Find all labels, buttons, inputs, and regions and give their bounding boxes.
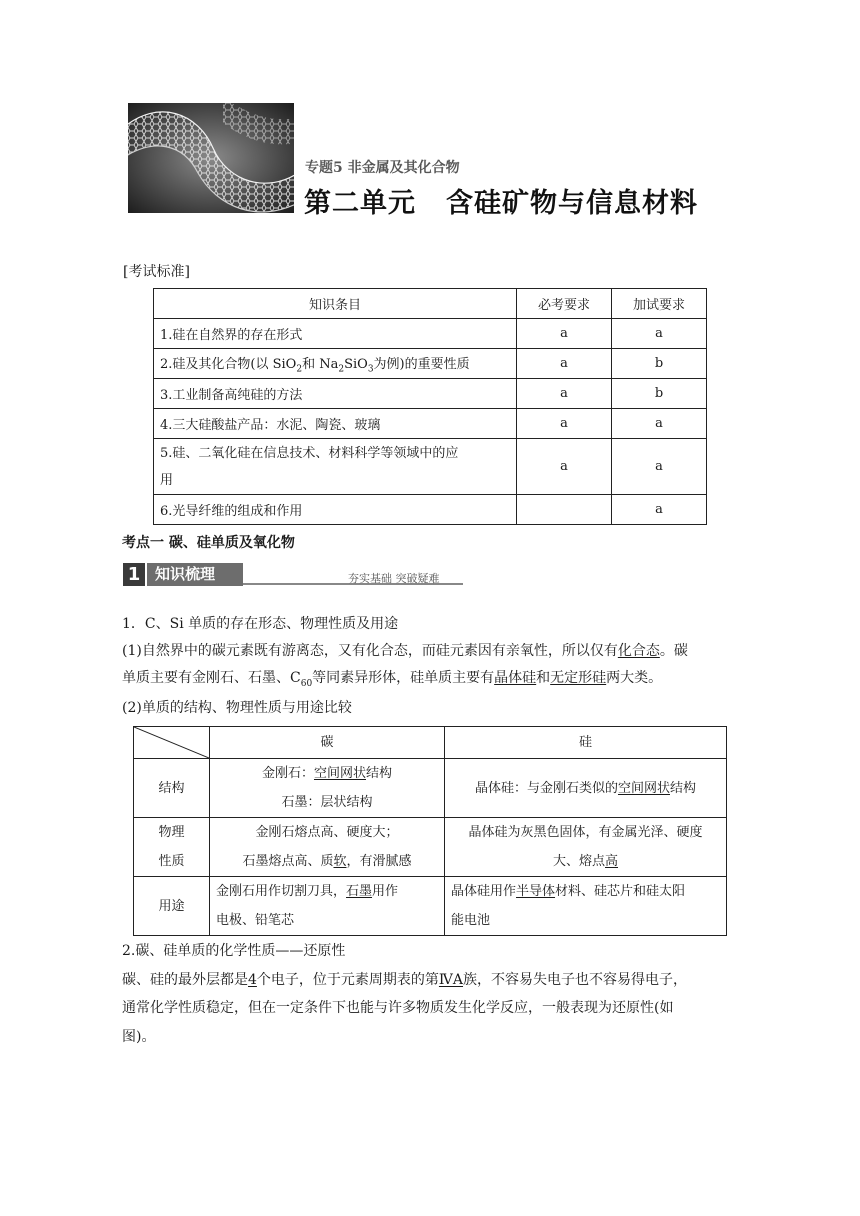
extra-cell: b: [612, 379, 707, 409]
paragraph-3a: 碳、硅的最外层都是4个电子，位于元素周期表的第ⅣA族，不容易失电子也不容易得电子，: [122, 972, 688, 988]
nanotube-banner-image: [128, 103, 294, 213]
diagonal-corner-cell: [134, 727, 210, 759]
item-cell: 3.工业制备高纯硅的方法: [154, 379, 517, 409]
header-item: 知识条目: [154, 289, 517, 319]
paragraph-3b: 通常化学性质稳定，但在一定条件下也能与许多物质发生化学反应，一般表现为还原性(如: [122, 1000, 674, 1016]
table-header-row: [134, 727, 727, 759]
extra-cell: a: [612, 439, 707, 495]
silicon-cell: 晶体硅为灰黑色固体，有金属光泽、硬度 大、熔点高: [445, 818, 727, 877]
item-cell: 6.光导纤维的组成和作用: [154, 495, 517, 525]
table-row: [154, 319, 707, 349]
table-row: [134, 877, 727, 936]
required-cell: a: [517, 439, 612, 495]
badge-number: 1: [123, 563, 145, 586]
comparison-table: [133, 726, 727, 936]
required-cell: a: [517, 319, 612, 349]
header-carbon: 碳: [210, 727, 445, 759]
required-cell: [517, 495, 612, 525]
exam-standard-table: [153, 288, 707, 525]
table-header-row: [154, 289, 707, 319]
carbon-cell: 金刚石用作切割刀具，石墨用作 电极、铅笔芯: [210, 877, 445, 936]
row-label: 用途: [134, 877, 210, 936]
silicon-cell: 晶体硅用作半导体材料、硅芯片和硅太阳 能电池: [445, 877, 727, 936]
item-cell: 2.硅及其化合物(以 SiO$_2$和 $Na_2SiO_3$为例)的重要性质: [154, 349, 517, 379]
header-silicon: 硅: [445, 727, 727, 759]
required-cell: a: [517, 409, 612, 439]
extra-cell: b: [612, 349, 707, 379]
unit-name: 含硅矿物与信息材料: [446, 188, 698, 219]
heading-1: 1．C、Si 单质的存在形态、物理性质及用途: [122, 616, 399, 632]
table-row: [154, 349, 707, 379]
item-cell: 1.硅在自然界的存在形式: [154, 319, 517, 349]
row-label: 物理 性质: [134, 818, 210, 877]
table-row: [134, 818, 727, 877]
unit-label: 第二单元: [304, 188, 416, 219]
table-row: [154, 439, 707, 495]
carbon-cell: 金刚石：空间网状结构 石墨：层状结构: [210, 759, 445, 818]
section-heading: 考点一 碳、硅单质及氧化物: [122, 535, 295, 551]
paragraph-1b: 单质主要有金刚石、石墨、$C_{60}$等同素异形体，硅单质主要有晶体硅和无定形硅两大类。: [122, 670, 663, 689]
header-required: 必考要求: [517, 289, 612, 319]
paragraph-3c: 图)。: [122, 1029, 156, 1045]
topic-label: 专题5 非金属及其化合物: [305, 160, 460, 176]
heading-3: 2.碳、硅单质的化学性质——还原性: [122, 943, 346, 959]
badge-subtitle: 夯实基础 突破疑难: [348, 572, 440, 585]
item-cell: 4.三大硅酸盐产品：水泥、陶瓷、玻璃: [154, 409, 517, 439]
carbon-cell: 金刚石熔点高、硬度大； 石墨熔点高、质软，有滑腻感: [210, 818, 445, 877]
exam-standard-title: [考试标准]: [123, 264, 190, 280]
required-cell: a: [517, 379, 612, 409]
required-cell: a: [517, 349, 612, 379]
badge-label: 知识梳理: [147, 563, 243, 586]
header-extra: 加试要求: [612, 289, 707, 319]
silicon-cell: 晶体硅：与金刚石类似的空间网状结构: [445, 759, 727, 818]
table-row: [154, 409, 707, 439]
extra-cell: a: [612, 409, 707, 439]
heading-2: (2)单质的结构、物理性质与用途比较: [122, 700, 352, 716]
table-row: [154, 379, 707, 409]
table-row: [134, 759, 727, 818]
unit-title: [304, 181, 698, 220]
extra-cell: a: [612, 319, 707, 349]
table-row: [154, 495, 707, 525]
item-cell: 5.硅、二氧化硅在信息技术、材料科学等领域中的应 用: [154, 439, 517, 495]
row-label: 结构: [134, 759, 210, 818]
extra-cell: a: [612, 495, 707, 525]
paragraph-1a: (1)自然界中的碳元素既有游离态，又有化合态，而硅元素因有亲氧性，所以仅有化合态。碳: [122, 643, 688, 659]
